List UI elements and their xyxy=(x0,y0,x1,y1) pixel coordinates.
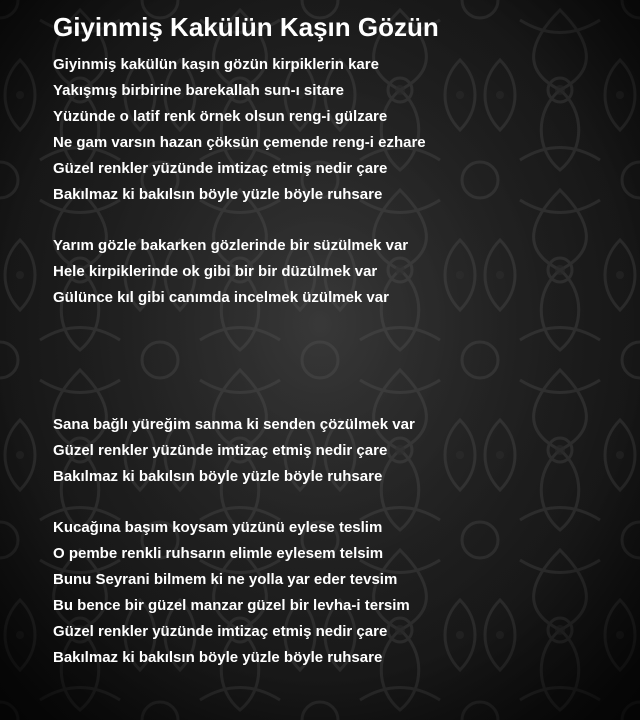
poem-line: Hele kirpiklerinde ok gibi bir bir düzülmek var xyxy=(53,263,378,280)
poem-line: Bakılmaz ki bakılsın böyle yüzle böyle ruhsare xyxy=(53,468,383,485)
poem-line: Bakılmaz ki bakılsın böyle yüzle böyle ruhsare xyxy=(53,186,383,203)
poem-line: Güzel renkler yüzünde imtizaç etmiş nedir çare xyxy=(53,442,388,459)
poem-title: Giyinmiş Kakülün Kaşın Gözün xyxy=(53,12,439,42)
poem-line: Kucağına başım koysam yüzünü eylese teslim xyxy=(53,519,383,536)
poem-line: Sana bağlı yüreğim sanma ki senden çözülmek var xyxy=(53,416,415,433)
poem-line: Bu bence bir güzel manzar güzel bir levha-i tersim xyxy=(53,597,410,614)
poem-line: Ne gam varsın hazan çöksün çemende reng-i ezhare xyxy=(53,134,426,151)
poem-line: Güzel renkler yüzünde imtizaç etmiş nedir çare xyxy=(53,160,388,177)
poem-line: O pembe renkli ruhsarın elimle eylesem telsim xyxy=(53,545,384,562)
poem-line: Giyinmiş kakülün kaşın gözün kirpiklerin kare xyxy=(53,56,379,73)
poem-line: Gülünce kıl gibi canımda incelmek üzülmek var xyxy=(53,289,389,306)
poem-line: Bunu Seyrani bilmem ki ne yolla yar eder tevsim xyxy=(53,571,398,588)
poem-line: Yarım gözle bakarken gözlerinde bir süzülmek var xyxy=(53,237,409,254)
poem-line: Bakılmaz ki bakılsın böyle yüzle böyle ruhsare xyxy=(53,649,383,666)
poem-line: Yakışmış birbirine barekallah sun-ı sitare xyxy=(53,82,344,99)
poem-line: Yüzünde o latif renk örnek olsun reng-i gülzare xyxy=(53,108,388,125)
poem-line: Güzel renkler yüzünde imtizaç etmiş nedir çare xyxy=(53,623,388,640)
